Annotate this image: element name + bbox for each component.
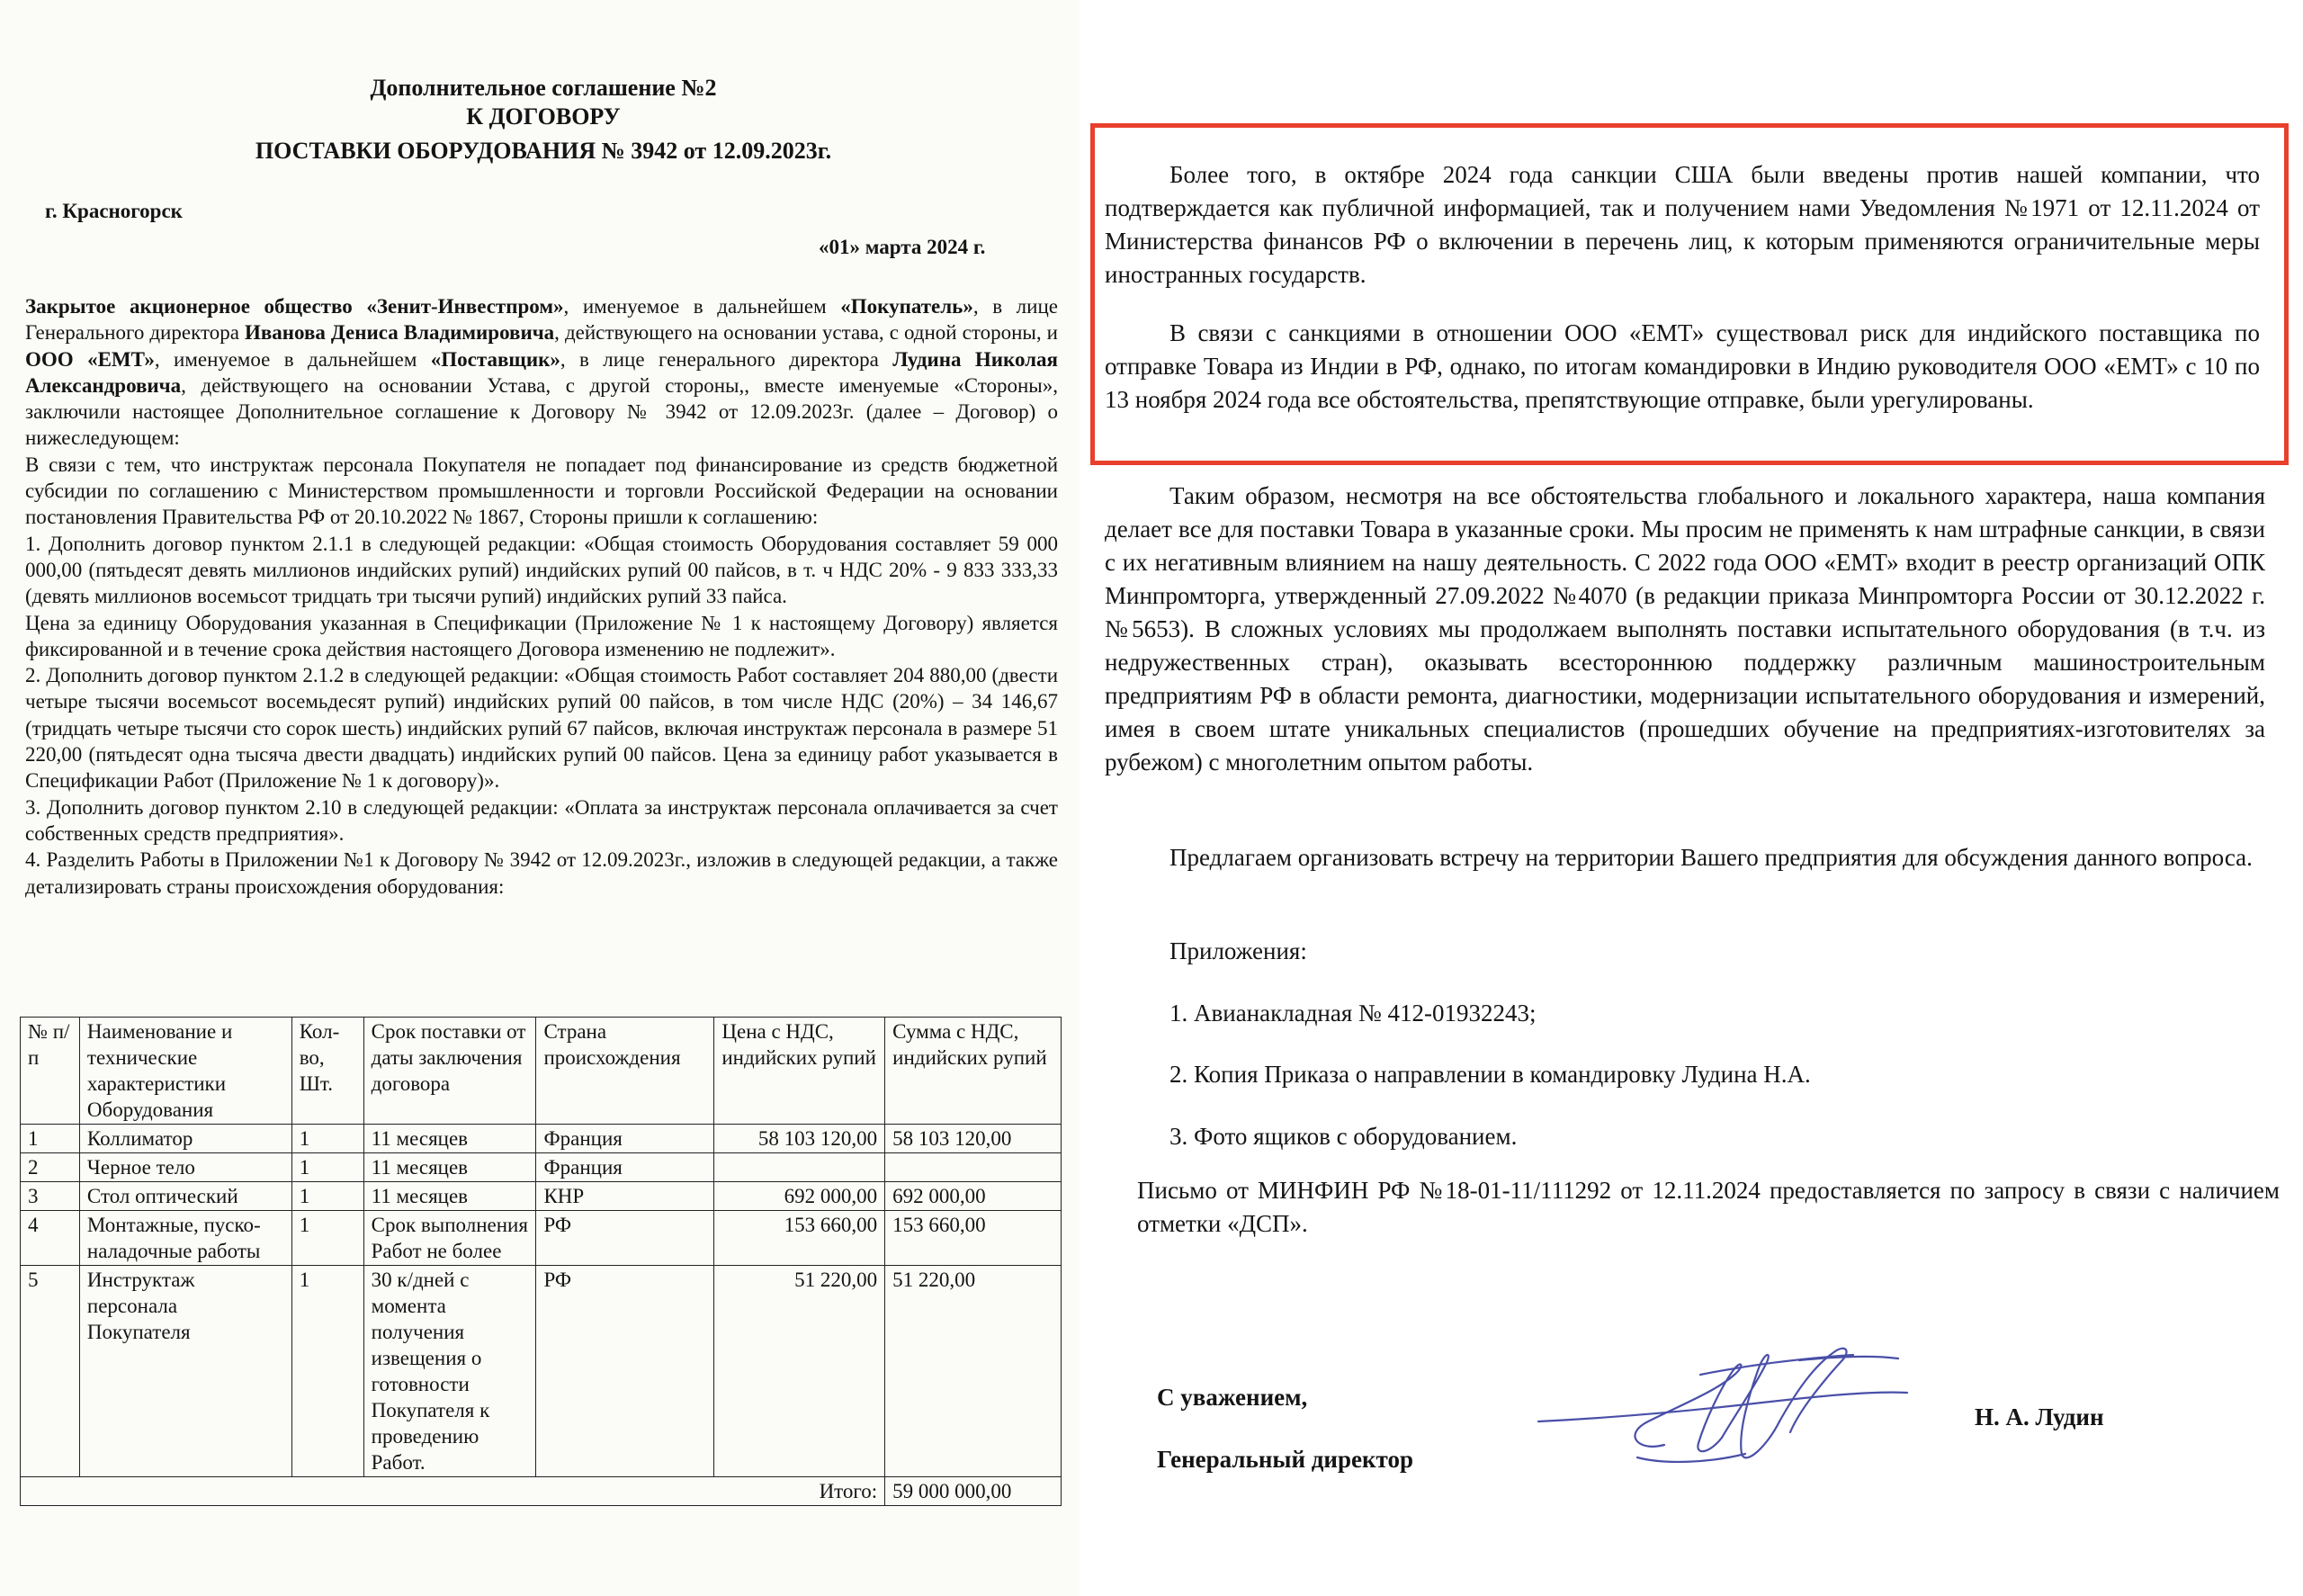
table-cell: Стол оптический	[79, 1182, 291, 1211]
table-header: Сумма с НДС, индийских рупий	[885, 1018, 1062, 1125]
subsidy-paragraph: В связи с тем, что инструктаж персонала Покупателя не попадает под финансирование из средств бюджетной субсидии по соглашению с Министерством промышленности и торговли Российской Федерации на основании постановления Правительства РФ от 20.10.2022 № 1867, Стороны пришли к соглашению:	[25, 453, 1058, 529]
table-total-row	[21, 1477, 1062, 1506]
clause-4: 4. Разделить Работы в Приложении №1 к Договору № 3942 от 12.09.2023г., изложив в следующей редакции, а также детализировать страны происхождения оборудования:	[25, 848, 1058, 898]
attachment-item: 3. Фото ящиков с оборудованием.	[1169, 1123, 1518, 1150]
attachment-item: 1. Авианакладная № 412-01932243;	[1169, 1000, 1537, 1027]
agreement-contract-title: ПОСТАВКИ ОБОРУДОВАНИЯ № 3942 от 12.09.2023г.	[255, 138, 832, 164]
risk-paragraph: В связи с санкциями в отношении ООО «ЕМТ» существовал риск для индийского поставщика по отправке Товара из Индии в РФ, однако, по итогам командировки в Индию руководителя ООО «ЕМТ» с 10 по 13 ноября 2024 года все обстоятельства, препятствующие отправке, были урегулированы.	[1105, 319, 2260, 413]
table-cell: 58 103 120,00	[885, 1125, 1062, 1153]
sanctions-paragraph: Более того, в октябре 2024 года санкции США были введены против нашей компании, что подтверждается как публичной информацией, так и получением нами Уведомления №1971 от 12.11.2024 от Министерства финансов РФ о включении в перечень лиц, к которым применяются ограничительные меры иностранных государств.	[1105, 161, 2260, 288]
clause-1: 1. Дополнить договор пунктом 2.1.1 в следующей редакции: «Общая стоимость Оборудования составляет 59 000 000,00 (пятьдесят девять миллионов индийских рупий) индийских рупий 00 пайсов, в т. ч НДС 20% - 9 833 333,33 (девять миллионов восемьсот тридцать три тысячи рупий) индийских рупий 33 пайса.	[25, 532, 1058, 608]
table-cell: 1	[291, 1266, 363, 1477]
table-cell: РФ	[536, 1266, 714, 1477]
table-cell: Монтажные, пуско-наладочные работы	[79, 1211, 291, 1266]
price-fixed-paragraph: Цена за единицу Оборудования указанная в Спецификации (Приложение № 1 к настоящему Договору) является фиксированной и в течение срока действия настоящего Договора изменению не подлежит».	[25, 611, 1058, 660]
clause-2: 2. Дополнить договор пунктом 2.1.2 в следующей редакции: «Общая стоимость Работ составляет 204 880,00 (двести четыре тысячи восемьсот восемьдесят рупий) индийских рупий 00 пайсов, в том числе НДС (20%) – 34 146,67 (тридцать четыре тысячи сто сорок шесть) индийских рупий 67 пайсов, включая инструктаж персонала в размере 51 220,00 (пятьдесят одна тысяча двести двадцать) индийских рупий 00 пайсов. Цена за единицу работ указывается в Спецификации Работ (Приложение № 1 к договору)».	[25, 664, 1058, 793]
closing-regards: С уважением,	[1157, 1384, 1308, 1411]
minfin-note: Письмо от МИНФИН РФ №18-01-11/111292 от 12.11.2024 предоставляется по запросу в связи с наличием отметки «ДСП».	[1137, 1177, 2280, 1237]
table-cell: 4	[21, 1211, 80, 1266]
agreement-page	[0, 0, 1080, 1596]
table-row	[21, 1182, 1062, 1211]
table-cell	[885, 1153, 1062, 1182]
table-header: Страна происхождения	[536, 1018, 714, 1125]
table-cell: 11 месяцев	[363, 1153, 536, 1182]
table-row	[21, 1125, 1062, 1153]
table-header: Срок поставки от даты заключения договора	[363, 1018, 536, 1125]
specification-table	[20, 1017, 1062, 1506]
table-total-spacer	[21, 1477, 714, 1506]
table-total-label: Итого:	[714, 1477, 885, 1506]
table-cell: 692 000,00	[885, 1182, 1062, 1211]
table-cell: 11 месяцев	[363, 1125, 536, 1153]
table-cell: КНР	[536, 1182, 714, 1211]
table-cell: 1	[21, 1125, 80, 1153]
table-total-value: 59 000 000,00	[885, 1477, 1062, 1506]
table-cell: 58 103 120,00	[714, 1125, 885, 1153]
attachments-title: Приложения:	[1169, 937, 1307, 964]
table-cell: Черное тело	[79, 1153, 291, 1182]
table-cell: 5	[21, 1266, 80, 1477]
table-cell: Франция	[536, 1153, 714, 1182]
table-row	[21, 1211, 1062, 1266]
table-row	[21, 1153, 1062, 1182]
table-row	[21, 1266, 1062, 1477]
agreement-title: Дополнительное соглашение №2	[370, 75, 717, 101]
table-cell: 1	[291, 1182, 363, 1211]
table-cell: 153 660,00	[714, 1211, 885, 1266]
table-cell: 692 000,00	[714, 1182, 885, 1211]
table-header: Цена с НДС, индийских рупий	[714, 1018, 885, 1125]
signer-name: Н. А. Лудин	[1975, 1403, 2104, 1430]
table-cell: 1	[291, 1211, 363, 1266]
table-cell: РФ	[536, 1211, 714, 1266]
table-cell: 3	[21, 1182, 80, 1211]
agreement-city: г. Красногорск	[45, 200, 183, 222]
table-cell: Коллиматор	[79, 1125, 291, 1153]
table-cell: 1	[291, 1125, 363, 1153]
table-header-row	[21, 1018, 1062, 1125]
table-cell: Инструктаж персонала Покупателя	[79, 1266, 291, 1477]
table-cell: 51 220,00	[885, 1266, 1062, 1477]
agreement-body	[25, 293, 1058, 900]
agreement-date: «01» марта 2024 г.	[819, 236, 986, 258]
table-cell: 30 к/дней с момента получения извещения о готовности Покупателя к проведению Работ.	[363, 1266, 536, 1477]
closing-position: Генеральный директор	[1157, 1446, 1413, 1473]
table-cell	[714, 1153, 885, 1182]
meeting-paragraph: Предлагаем организовать встречу на территории Вашего предприятия для обсуждения данного вопроса.	[1169, 844, 2253, 871]
summary-paragraph: Таким образом, несмотря на все обстоятельства глобального и локального характера, наша компания делает все для поставки Товара в указанные сроки. Мы просим не применять к нам штрафные санкции, в связи с их негативным влиянием на нашу деятельность. С 2022 года ООО «ЕМТ» входит в реестр организаций ОПК Минпромторга, утвержденный 27.09.2022 №4070 (в редакции приказа Минпромторга России от 30.12.2022 г. №5653). В сложных условиях мы продолжаем выполнять поставки испытательного оборудования (в т.ч. из недружественных стран), оказывать всестороннюю поддержку различным машиностроительным предприятиям РФ в области ремонта, диагностики, модернизации испытательного оборудования и измерений, имея в своем штате уникальных специалистов (прошедших обучение на предприятиях-изготовителях за рубежом) с многолетним опытом работы.	[1105, 482, 2265, 776]
table-cell: Срок выполнения Работ не более	[363, 1211, 536, 1266]
table-header: № п/п	[21, 1018, 80, 1125]
attachment-item: 2. Копия Приказа о направлении в командировку Лудина Н.А.	[1169, 1061, 1811, 1088]
table-cell: Франция	[536, 1125, 714, 1153]
table-header: Наименование и технические характеристики Оборудования	[79, 1018, 291, 1125]
table-cell: 1	[291, 1153, 363, 1182]
table-cell: 153 660,00	[885, 1211, 1062, 1266]
table-header: Кол-во, Шт.	[291, 1018, 363, 1125]
agreement-subtitle: К ДОГОВОРУ	[466, 103, 621, 130]
clause-3: 3. Дополнить договор пунктом 2.10 в следующей редакции: «Оплата за инструктаж персонала оплачивается за счет собственных средств предприятия».	[25, 795, 1058, 845]
table-cell: 2	[21, 1153, 80, 1182]
parties-paragraph: Закрытое акционерное общество «Зенит-Инвестпром», именуемое в дальнейшем «Покупатель», в лице Генерального директора Иванова Дениса Владимировича, действующего на основании устава, с одной стороны, и ООО «ЕМТ», именуемое в дальнейшем «Поставщик», в лице генерального директора Лудина Николая Александровича, действующего на основании Устава, с другой стороны,, вместе именуемые «Стороны», заключили настоящее Дополнительное соглашение к Договору № 3942 от 12.09.2023г. (далее – Договор) о нижеследующем:	[25, 295, 1058, 450]
table-cell: 51 220,00	[714, 1266, 885, 1477]
signature	[1529, 1339, 1943, 1474]
table-cell: 11 месяцев	[363, 1182, 536, 1211]
